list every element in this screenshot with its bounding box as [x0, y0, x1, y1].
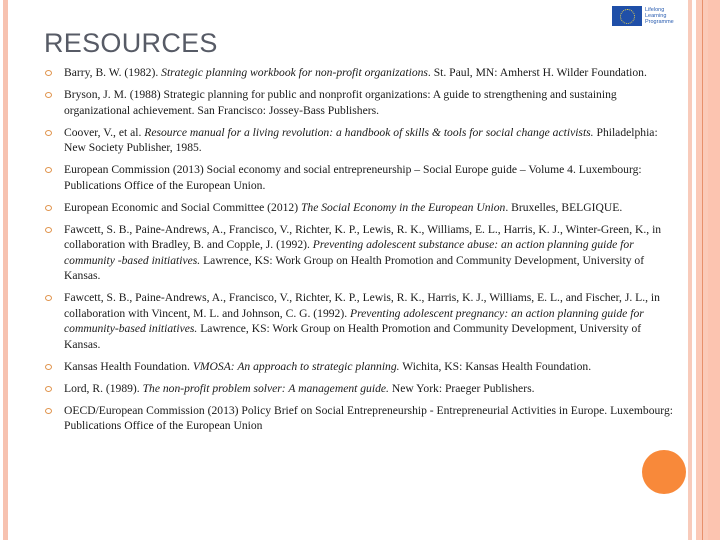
- reference-item: [44, 403, 680, 434]
- logo-text: [645, 7, 674, 25]
- right-decorative-stripe: [688, 0, 692, 540]
- ref-title: Strategic planning workbook for non-profit organizations: [161, 66, 428, 79]
- bullet-icon: [45, 408, 52, 414]
- ref-text: Coover, V., et al.: [64, 125, 145, 139]
- lifelong-learning-logo: [612, 6, 674, 26]
- eu-flag-icon: [612, 6, 642, 26]
- orange-circle-decoration: [642, 450, 686, 494]
- ref-text: Lawrence, KS: Work Group on Health Promotion and Community Development, University of Kansas.: [64, 253, 645, 282]
- ref-text: Kansas Health Foundation.: [64, 359, 193, 373]
- logo-line-2: Learning: [645, 13, 667, 19]
- ref-text: Lord, R. (1989).: [64, 381, 143, 395]
- ref-text: . St. Paul, MN: Amherst H. Wilder Foundation.: [427, 66, 647, 79]
- ref-text: Barry, B. W. (1982).: [64, 66, 162, 79]
- ref-text: New York: Praeger Publishers.: [388, 381, 535, 395]
- logo-line-3: Programme: [645, 19, 674, 25]
- ref-title: VMOSA: An approach to strategic planning.: [192, 359, 400, 373]
- reference-item: [44, 222, 680, 284]
- bullet-icon: [45, 130, 52, 136]
- ref-title: Preventing adolescent substance abuse: an action planning guide for community -based initiatives.: [64, 238, 634, 267]
- bullet-icon: [45, 227, 52, 233]
- bullet-icon: [45, 70, 52, 76]
- ref-title: Resource manual for a living revolution: a handbook of skills & tools for social change activists.: [144, 125, 594, 139]
- ref-title: The non-profit problem solver: A management guide.: [142, 381, 389, 395]
- bullet-icon: [45, 167, 52, 173]
- reference-item: [44, 125, 680, 156]
- ref-text: OECD/European Commission (2013) Policy Brief on Social Entrepreneurship - Entrepreneurial Activities in Europe. Luxembourg: Publications Office of the European Union: [64, 403, 673, 432]
- bullet-icon: [45, 386, 52, 392]
- ref-text: Fawcett, S. B., Paine-Andrews, A., Francisco, V., Richter, K. P., Lewis, R. K., Williams, E. L., Harris, K. J., Winter-Green, K., in collaboration with Bradley, B. and Copple, J. (1992).: [64, 222, 662, 251]
- ref-text: Fawcett, S. B., Paine-Andrews, A., Francisco, V., Richter, K. P., Lewis, R. K., Harris, K. J., Williams, E. L., and Fischer, J. L., in collaboration with Vincent, M. L. and Johnson, C. G. (1992).: [64, 291, 660, 320]
- ref-text: Bryson, J. M. (1988) Strategic planning for public and nonprofit organizations: A guide to strengthening and sustaining organizational achievement. San Francisco: Jossey-Bass Publishers.: [64, 88, 617, 117]
- reference-list: [44, 65, 680, 440]
- reference-item: [44, 87, 680, 118]
- slide-title: RESOURCES: [44, 28, 218, 58]
- ref-text: Lawrence, KS: Work Group on Health Promotion and Community Development, University of Kansas.: [64, 322, 642, 351]
- ref-text: European Commission (2013) Social economy and social entrepreneurship – Social Europe guide – Volume 4. Luxembourg: Publications Office of the European Union.: [64, 163, 642, 192]
- ref-text: Philadelphia: New Society Publisher, 1985.: [64, 125, 658, 154]
- reference-item: [44, 65, 680, 81]
- reference-item: [44, 381, 680, 397]
- reference-item: [44, 162, 680, 193]
- ref-text: European Economic and Social Committee (2012): [64, 200, 301, 214]
- reference-item: [44, 359, 680, 375]
- bullet-icon: [45, 295, 52, 301]
- reference-item: [44, 200, 680, 216]
- right-decorative-band-inner: [708, 0, 720, 540]
- ref-text: Wichita, KS: Kansas Health Foundation.: [399, 359, 592, 373]
- right-decorative-line: [702, 0, 703, 540]
- ref-title: Preventing adolescent pregnancy: an action planning guide for community-based initiatives.: [64, 306, 644, 335]
- bullet-icon: [45, 364, 52, 370]
- reference-item: [44, 290, 680, 352]
- logo-line-1: Lifelong: [645, 7, 665, 13]
- bullet-icon: [45, 205, 52, 211]
- ref-title: The Social Economy in the European Union: [300, 200, 506, 214]
- left-decorative-bar: [3, 0, 8, 540]
- ref-text: . Bruxelles, BELGIQUE.: [505, 200, 623, 214]
- bullet-icon: [45, 92, 52, 98]
